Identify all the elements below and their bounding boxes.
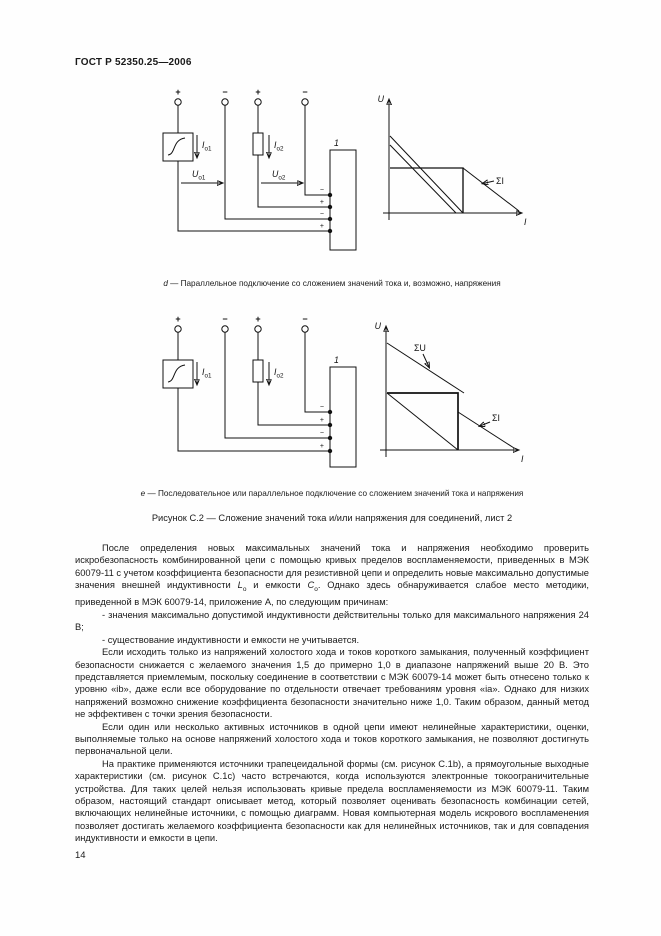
wire	[225, 105, 330, 219]
port-sign: −	[319, 404, 324, 411]
combiner-block	[330, 367, 356, 467]
current-label-i2: $I_{o2}$	[274, 140, 284, 153]
source-box	[163, 133, 193, 161]
wire	[305, 332, 330, 412]
document-header: ГОСТ Р 52350.25—2006	[75, 57, 192, 68]
u-axis-label: U	[374, 321, 381, 331]
graph-e	[372, 315, 532, 467]
terminal-circle	[255, 326, 261, 332]
paragraph-3: Если один или несколько активных источников в одной цепи имеют нелинейные характеристики, оценки, выполняемые только на основе напряжений холостого хода и токов короткого замыкания, не позволяют достигнуть первоначальной цели.	[75, 721, 589, 757]
connection-dot	[328, 217, 332, 221]
connection-dot	[328, 436, 332, 440]
port-sign: −	[319, 187, 324, 194]
caption-e	[75, 489, 589, 498]
pointer-arrow	[480, 422, 490, 426]
port-sign: +	[319, 199, 324, 206]
terminal-minus-sign: −	[302, 314, 308, 324]
sum-current-line	[463, 168, 519, 211]
caption-d-text: — Параллельное подключение со сложением значений тока и, возможно, напряжения	[170, 279, 501, 288]
caption-d-letter: d	[163, 279, 168, 288]
current-label-i1: $I_{o1}$	[202, 140, 212, 153]
graph-d	[375, 88, 535, 230]
current-label-i2: $I_{o2}$	[274, 367, 284, 380]
wire	[178, 332, 330, 451]
connection-dot	[328, 205, 332, 209]
terminal-minus-sign: −	[222, 314, 228, 324]
source-line	[387, 393, 458, 450]
current-label-i1: $I_{o1}$	[202, 367, 212, 380]
terminal-circle	[222, 326, 228, 332]
figure-caption: Рисунок С.2 — Сложение значений тока и/или напряжения для соединений, лист 2	[151, 513, 513, 523]
source-curve-icon	[168, 365, 185, 382]
list-item: - существование индуктивности и емкости не учитывается.	[102, 634, 360, 645]
terminal-circle	[175, 326, 181, 332]
source-line	[390, 145, 456, 213]
terminal-plus-sign: +	[175, 87, 181, 97]
port-sign: +	[319, 443, 324, 450]
symbol-inductance: L	[237, 580, 243, 591]
port-sign: +	[319, 223, 324, 230]
source-line	[390, 136, 463, 213]
terminal-plus-sign: +	[175, 314, 181, 324]
wire	[305, 105, 330, 195]
caption-e-text: — Последовательное или параллельное подключение со сложением значений тока и напряжения	[147, 489, 524, 498]
caption-e-letter: е	[140, 489, 146, 498]
paragraph-1: После определения новых максимальных значений тока и напряжения необходимо проверить искробезопасность комбинированной цепи с помощью кривых пределов воспламеняемости, приведенных в МЭК 60079-11 с учетом коэффициента безопасности для резистивной цепи и определить новые максимально допустимые значения внешней индуктивности $L_o$ и емкости $C_o$. Однако здесь обнаруживается слабое место методики, приведенной в МЭК 60079-14, приложение А, по следующим причинам:	[75, 543, 589, 608]
connection-dot	[328, 449, 332, 453]
i-axis-label: I	[521, 454, 524, 464]
block-label: 1	[334, 138, 339, 148]
page-number: 14	[75, 850, 86, 861]
sum-current-line	[458, 412, 514, 448]
connection-dot	[328, 410, 332, 414]
circuit-diagram-e	[88, 312, 378, 487]
pointer-arrow	[423, 354, 429, 367]
body-text	[75, 542, 589, 845]
wire	[178, 105, 330, 231]
combiner-block	[330, 150, 356, 250]
voltage-label-u2: $U_{o2}$	[272, 169, 286, 182]
u-axis-label: U	[377, 94, 384, 104]
wire	[225, 332, 330, 438]
terminal-plus-sign: +	[255, 87, 261, 97]
circuit-diagram-d	[88, 85, 378, 277]
connection-dot	[328, 193, 332, 197]
connection-dot	[328, 423, 332, 427]
pointer-arrow	[483, 181, 494, 184]
terminal-circle	[302, 326, 308, 332]
terminal-circle	[222, 99, 228, 105]
terminal-minus-sign: −	[222, 87, 228, 97]
port-sign: +	[319, 417, 324, 424]
list-item: - значения максимально допустимой индуктивности действительны только для максимального напряжения 24 В;	[75, 609, 589, 633]
terminal-minus-sign: −	[302, 87, 308, 97]
terminal-circle	[255, 99, 261, 105]
source-box	[163, 360, 193, 388]
sum-voltage-label: ΣU	[414, 343, 426, 353]
terminal-circle	[175, 99, 181, 105]
paragraph-4: На практике применяются источники трапецеидальной формы (см. рисунок С.1b), а прямоугольные выходные характеристики (см. рисунок С.1с) часто встречаются, когда используются электронные токоограничительные устройства. Для таких целей нельзя использовать кривые предела воспламеняемости из МЭК 60079-11. Таким образом, настоящий стандарт описывает метод, который позволяет оценивать безопасность комбинации сетей, включающих нелинейные источники, с помощью диаграмм. Новая компьютерная модель искрового воспламенения позволяет достигать желаемого коэффициента безопасности как для нелинейных источников, так и для совпадения индуктивности и емкости в цепи.	[75, 758, 589, 844]
voltage-label-u1: $U_{o1}$	[192, 169, 206, 182]
block-label: 1	[334, 355, 339, 365]
port-sign: −	[319, 211, 324, 218]
source-curve-icon	[168, 138, 185, 155]
sum-current-label: ΣI	[492, 413, 500, 423]
terminal-plus-sign: +	[255, 314, 261, 324]
resistor	[253, 360, 263, 382]
resistor	[253, 133, 263, 155]
sum-current-label: ΣI	[496, 176, 504, 186]
caption-d	[75, 279, 589, 288]
port-sign: −	[319, 430, 324, 437]
symbol-capacitance: C	[307, 580, 315, 591]
connection-dot	[328, 229, 332, 233]
paragraph-2: Если исходить только из напряжений холостого хода и токов короткого замыкания, полученный коэффициент безопасности снижается с желаемого значения 1,5 до примерно 1,0 в диапазоне напряжений выше 20 В. Это представляется приемлемым, поскольку соединение в соответствии с МЭК 60079-14 может быть отнесено только к уровню «ib», даже если все оборудование по отдельности отвечает требованиям уровня «ia». Однако для низких напряжений возможно снижение коэффициента безопасности значительно ниже 1,0. Таким образом, данный метод не эффективен с точки зрения безопасности.	[75, 647, 589, 720]
i-axis-label: I	[524, 217, 527, 227]
terminal-circle	[302, 99, 308, 105]
